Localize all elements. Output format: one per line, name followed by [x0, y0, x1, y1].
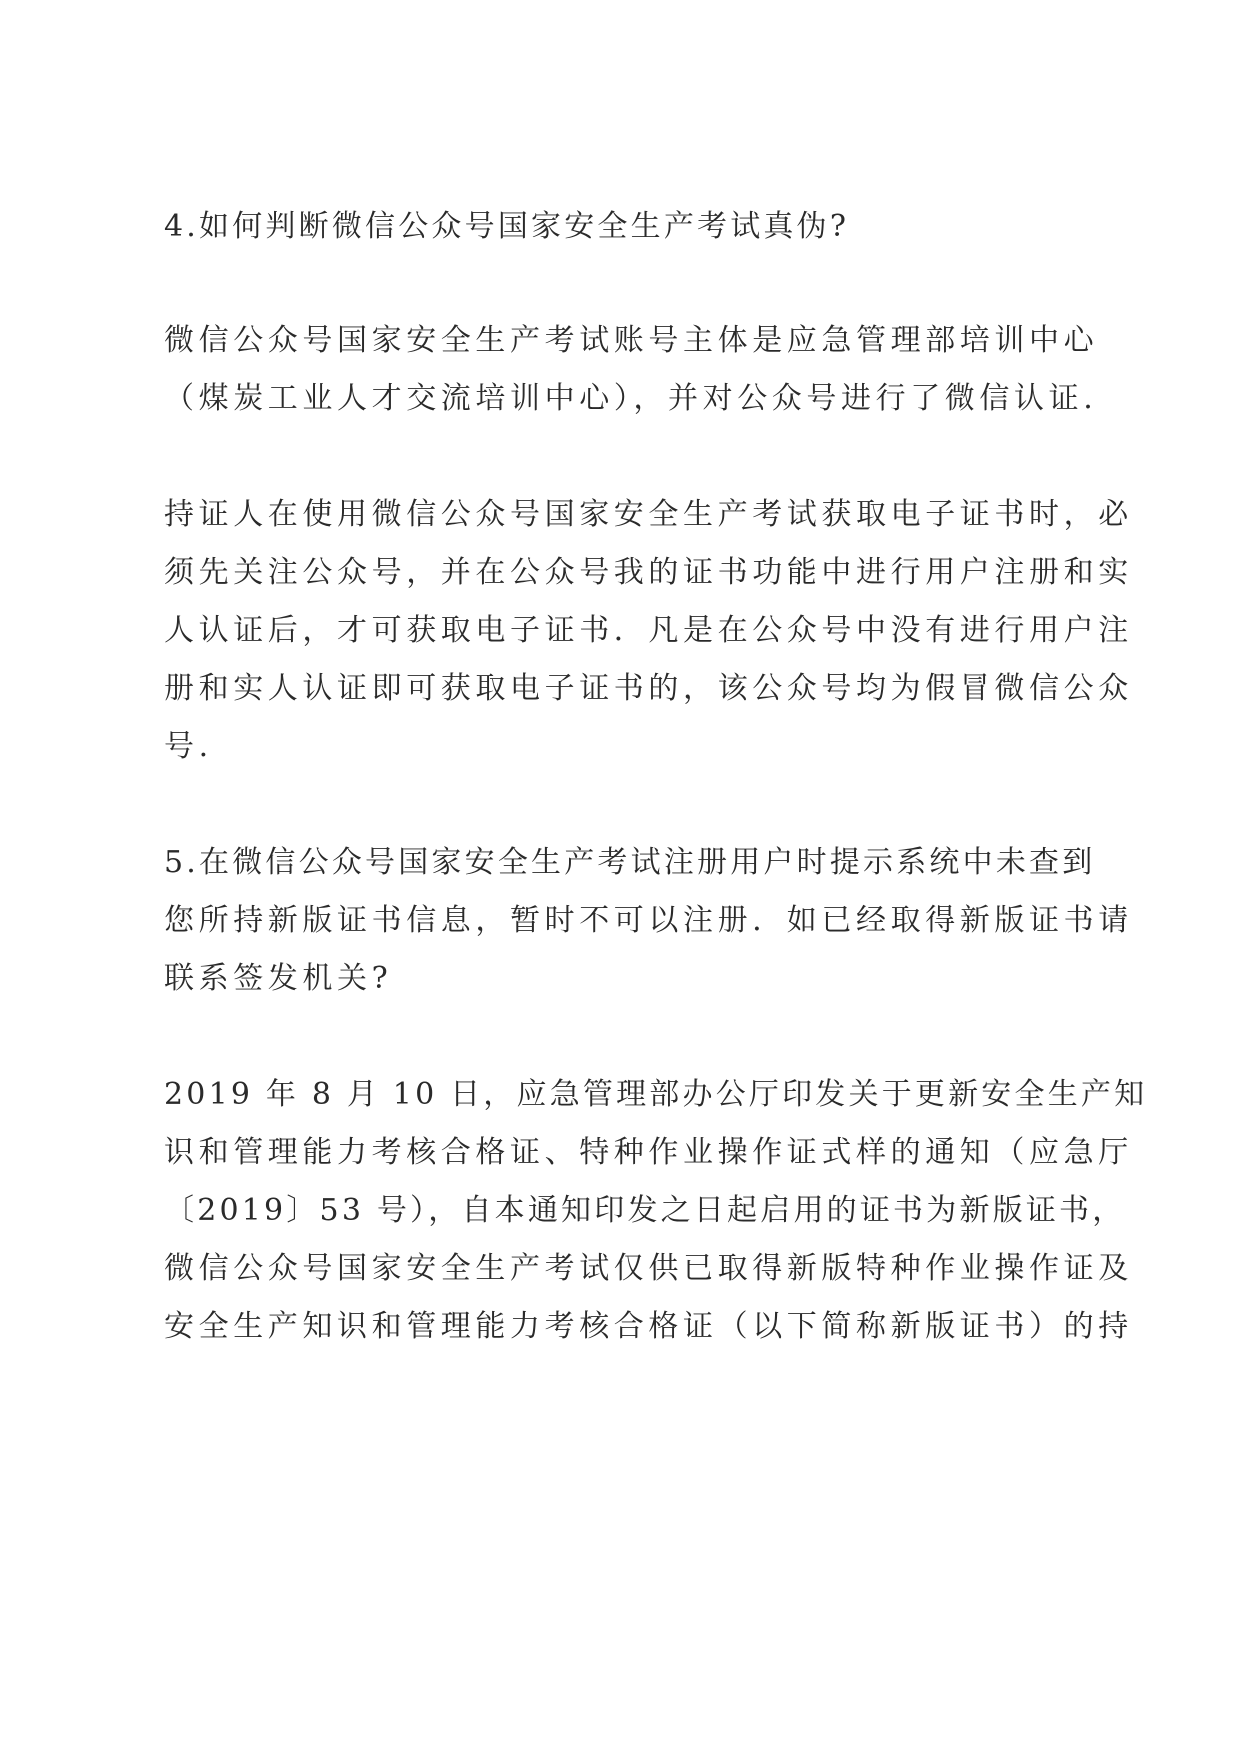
paragraph-line: 微信公众号国家安全生产考试仅供已取得新版特种作业操作证及: [164, 1251, 1133, 1286]
paragraph-line: 须先关注公众号，并在公众号我的证书功能中进行用户注册和实: [164, 555, 1133, 590]
paragraph-line: 号.: [164, 729, 213, 764]
question-5-title: 您所持新版证书信息，暂时不可以注册．如已经取得新版证书请: [164, 903, 1133, 938]
paragraph-line: 人认证后，才可获取电子证书．凡是在公众号中没有进行用户注: [164, 613, 1133, 648]
paragraph-line: 2019 年 8 月 10 日，应急管理部办公厅印发关于更新安全生产知: [164, 1077, 1148, 1112]
paragraph-line: 册和实人认证即可获取电子证书的，该公众号均为假冒微信公众: [164, 671, 1133, 706]
paragraph-line: （煤炭工业人才交流培训中心），并对公众号进行了微信认证.: [164, 381, 1098, 416]
paragraph-line: 〔2019〕53 号），自本通知印发之日起启用的证书为新版证书，: [164, 1193, 1126, 1228]
paragraph-line: 持证人在使用微信公众号国家安全生产考试获取电子证书时，必: [164, 497, 1133, 532]
paragraph-line: 微信公众号国家安全生产考试账号主体是应急管理部培训中心: [164, 323, 1099, 358]
paragraph-line: 安全生产知识和管理能力考核合格证（以下简称新版证书）的持: [164, 1309, 1133, 1344]
paragraph-line: 识和管理能力考核合格证、特种作业操作证式样的通知（应急厅: [164, 1135, 1133, 1170]
question-5-title: 5.在微信公众号国家安全生产考试注册用户时提示系统中未查到: [164, 845, 1096, 880]
question-5-title: 联系签发机关?: [164, 961, 393, 996]
question-4-title: 4.如何判断微信公众号国家安全生产考试真伪?: [164, 209, 850, 244]
